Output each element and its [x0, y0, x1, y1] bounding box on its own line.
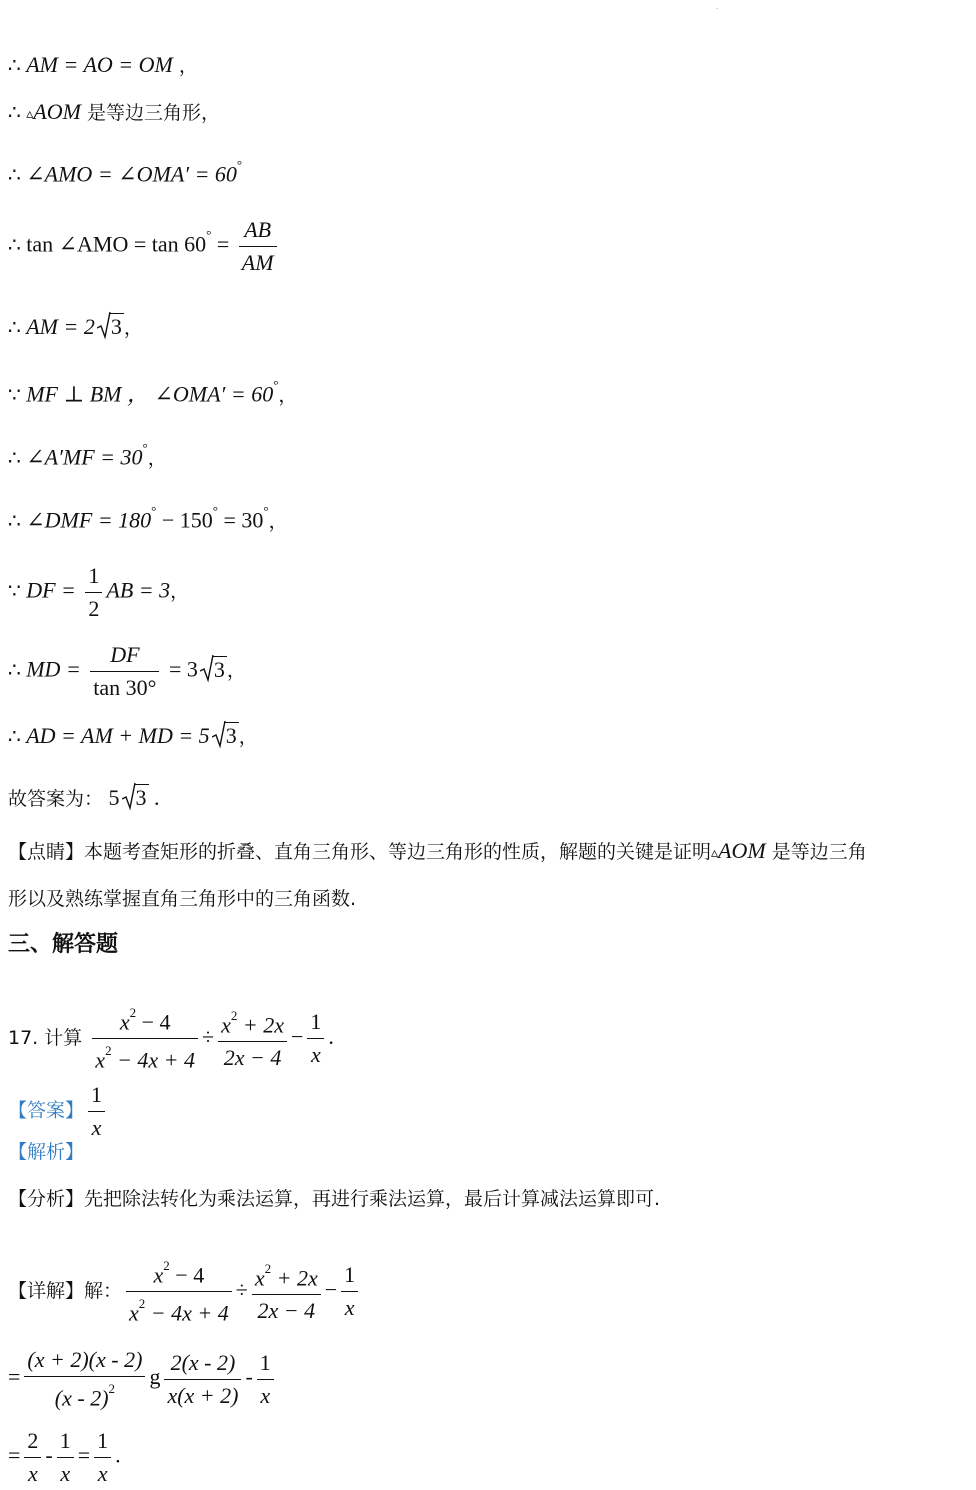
fraction-b — [57, 1425, 74, 1490]
denominator: 2 — [88, 596, 100, 621]
line-mf-perp — [8, 374, 297, 410]
expr: − 4 — [136, 1009, 171, 1035]
sup: 2 — [138, 1296, 146, 1312]
eq: = — [211, 231, 235, 257]
numerator: 1 — [88, 1079, 105, 1112]
punct: ， — [268, 510, 288, 533]
line-ad — [8, 721, 258, 752]
denominator: (x - 2) — [54, 1385, 109, 1411]
numerator: 1 — [257, 1347, 274, 1380]
line-am-value — [8, 312, 143, 343]
numerator: 1 — [307, 1006, 324, 1039]
degree: ° — [212, 503, 218, 518]
div-symbol: ÷ — [202, 1023, 215, 1049]
denominator: tan 30° — [93, 675, 157, 700]
line-angle-dmf — [8, 500, 288, 536]
punct: ， — [278, 384, 298, 407]
numerator: 1 — [57, 1425, 74, 1458]
therefore-symbol: ∴ — [8, 315, 21, 339]
degree: ° — [273, 377, 279, 392]
fraction-df-tan — [90, 639, 159, 704]
radical-icon — [97, 310, 111, 340]
degree: ° — [206, 227, 212, 243]
fraction-2 — [164, 1347, 241, 1412]
triangle-icon: ▵ — [26, 107, 34, 122]
sup: 2 — [230, 1007, 238, 1023]
xiangjie-line — [8, 1254, 362, 1330]
radicand: 3 — [110, 314, 122, 339]
text: 【分析】先把除法转化为乘法运算，再进行乘法运算，最后计算减法运算即可. — [8, 1188, 661, 1210]
minus: - — [45, 1442, 53, 1468]
punct: . — [148, 785, 160, 810]
var: x — [221, 1011, 231, 1037]
expr: − 4x + 4 — [111, 1047, 196, 1073]
triangle-icon: ▵ — [711, 846, 719, 861]
radicand: 3 — [135, 785, 147, 810]
fraction-3 — [307, 1006, 324, 1071]
text: 【点睛】本题考查矩形的折叠、直角三角形、等边三角形的性质，解题的关键是证明 — [8, 841, 712, 863]
fraction-2 — [252, 1257, 321, 1327]
minus: - — [245, 1364, 253, 1390]
sup: 2 — [105, 1043, 112, 1059]
denominator: x — [311, 1042, 321, 1068]
step-3 — [8, 1425, 121, 1490]
fraction-1 — [24, 1344, 145, 1414]
sqrt — [200, 655, 227, 685]
step-2 — [8, 1344, 278, 1414]
radicand: 3 — [213, 656, 225, 682]
punct: . — [115, 1442, 121, 1468]
text: 故答案为： — [8, 788, 104, 810]
degree: ° — [263, 503, 269, 518]
denominator: x — [28, 1461, 38, 1486]
text: 形以及熟练掌握直角三角形中的三角函数. — [8, 888, 357, 910]
eq: = — [77, 1442, 91, 1468]
fraction-3 — [257, 1347, 274, 1412]
expr: = 3 — [163, 656, 198, 682]
denominator: x — [344, 1295, 355, 1321]
expr: ∠A′MF = 30 — [26, 444, 143, 470]
numerator: DF — [90, 639, 159, 672]
line-angle-amf — [8, 437, 167, 473]
therefore-symbol: ∴ — [8, 162, 21, 187]
radicand: 3 — [225, 723, 237, 748]
expr: AM = AO = OM — [26, 52, 173, 77]
punct: ， — [226, 659, 246, 682]
therefore-symbol: ∴ — [8, 724, 21, 748]
expr: AOM — [718, 838, 766, 863]
answer-line — [8, 1079, 109, 1144]
fraction-half — [85, 560, 102, 625]
var: x — [95, 1047, 106, 1073]
top-mark: . — [716, 2, 718, 11]
fraction-ab-am — [239, 214, 277, 279]
div-symbol: ÷ — [235, 1276, 248, 1302]
sqrt — [212, 721, 239, 751]
sup: 2 — [264, 1260, 272, 1276]
numerator: 1 — [85, 560, 102, 593]
fraction-3 — [341, 1259, 358, 1324]
question-17 — [8, 1001, 334, 1077]
degree: ° — [142, 440, 148, 455]
sup: 2 — [163, 1258, 170, 1273]
therefore-symbol: ∴ — [8, 53, 21, 77]
expr: + 2x — [237, 1011, 284, 1037]
question-label: 17. 计算 — [8, 1026, 89, 1049]
expr: = 30 — [218, 507, 264, 533]
answer-label: 【答案】 — [8, 1099, 85, 1122]
punct: ， — [147, 447, 167, 470]
denominator: 2x − 4 — [223, 1044, 282, 1070]
jiexi-label: 【解析】 — [8, 1141, 85, 1163]
punct: ， — [123, 317, 143, 339]
expr: MD = — [26, 656, 87, 682]
line-df — [8, 560, 189, 625]
expr: ∠AMO = ∠OMA′ = 60 — [26, 161, 237, 187]
numerator: AB — [239, 214, 277, 247]
therefore-symbol: ∴ — [8, 100, 21, 124]
degree: ° — [236, 157, 243, 172]
denominator: x — [97, 1461, 108, 1486]
minus: − — [324, 1276, 338, 1302]
line-equilateral — [8, 97, 220, 130]
denominator: x(x + 2) — [167, 1382, 239, 1408]
dianjing-line-1 — [8, 836, 867, 869]
numerator: 1 — [341, 1259, 358, 1292]
line-md — [8, 639, 246, 704]
because-symbol: ∵ — [8, 578, 21, 603]
therefore-symbol: ∴ — [8, 232, 21, 257]
sqrt — [97, 312, 124, 342]
expr: ， ∠OMA′ = 60 — [121, 381, 274, 407]
expr: AOM — [33, 99, 81, 124]
section-title: 三、解答题 — [8, 932, 119, 957]
punct: ， — [238, 726, 258, 748]
expr: − 4 — [169, 1262, 205, 1288]
fraction-a — [24, 1425, 41, 1490]
denominator: x — [91, 1115, 102, 1140]
sup: 2 — [108, 1381, 116, 1396]
therefore-symbol: ∴ — [8, 508, 21, 533]
denominator: x — [260, 1382, 271, 1408]
line-angle-amo — [8, 154, 242, 189]
line-tan — [8, 214, 281, 279]
because-symbol: ∵ — [8, 382, 21, 407]
radical-icon — [212, 719, 226, 749]
denominator: AM — [241, 250, 274, 275]
fraction-1 — [126, 1254, 232, 1330]
expr: − 4x + 4 — [145, 1300, 229, 1326]
dianjing-line-2 — [8, 883, 356, 914]
var: x — [254, 1264, 265, 1290]
punct: ， — [170, 580, 190, 603]
expr: + 2x — [271, 1264, 318, 1290]
expr: ∠DMF = 180 — [26, 507, 152, 533]
therefore-symbol: ∴ — [8, 657, 21, 682]
fraction-1 — [92, 1001, 198, 1077]
numerator: 1 — [94, 1425, 111, 1458]
radical-icon — [122, 781, 136, 811]
sup: 2 — [129, 1005, 137, 1020]
var: x — [129, 1300, 139, 1326]
therefore-symbol: ∴ — [8, 445, 21, 470]
var: x — [153, 1262, 164, 1288]
radical-icon — [200, 653, 214, 683]
numerator: (x + 2)(x - 2) — [24, 1344, 145, 1377]
text: 是等边三角形， — [80, 102, 220, 124]
expr: AB = 3 — [106, 577, 171, 603]
var: x — [119, 1009, 130, 1035]
fenxi-line — [8, 1183, 660, 1214]
denominator: 2x − 4 — [257, 1297, 316, 1323]
denominator: x — [60, 1461, 71, 1486]
jiexi-line — [8, 1136, 84, 1167]
expr: 5 — [103, 785, 120, 810]
text: 是等边三角 — [765, 841, 867, 863]
expr: tan ∠AMO = tan 60 — [26, 231, 207, 257]
eq: = — [8, 1364, 21, 1390]
sqrt — [122, 783, 149, 813]
expr: − 150 — [156, 507, 213, 533]
xiangjie-label: 【详解】解： — [8, 1279, 123, 1302]
minus: − — [291, 1023, 304, 1049]
expr: AD = AM + MD = 5 — [26, 723, 210, 748]
fraction-2 — [218, 1004, 287, 1074]
eq: = — [8, 1442, 21, 1468]
expr: DF = — [26, 577, 82, 603]
numerator: 2(x - 2) — [164, 1347, 241, 1380]
punct: ， — [172, 55, 198, 77]
numerator: 2 — [24, 1425, 41, 1458]
degree: ° — [151, 503, 157, 518]
punct: . — [328, 1023, 334, 1049]
answer-fraction — [88, 1079, 105, 1144]
fraction-c — [94, 1425, 111, 1490]
expr: AM = 2 — [26, 314, 95, 339]
expr: MF ⊥ BM — [26, 381, 122, 407]
g-symbol: g — [149, 1364, 161, 1390]
line-answer-value — [8, 783, 160, 814]
line-am-ao-om — [8, 50, 198, 81]
